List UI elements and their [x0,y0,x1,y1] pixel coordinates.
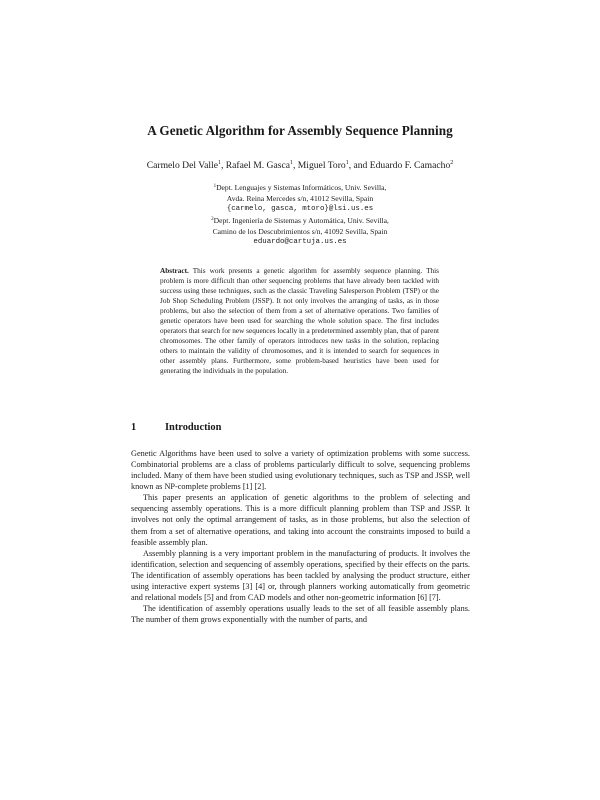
section-heading [131,422,221,433]
paper-title: A Genetic Algorithm for Assembly Sequence Planning [147,123,453,138]
author-affiliation-mark: 1 [289,160,293,166]
affiliation-line [0,214,600,226]
affiliation-1 [0,181,600,215]
author-affiliation-mark: 2 [450,160,454,166]
affiliation-department: Dept. Lenguajes y Sistemas Informáticos, Univ. Sevilla, [216,183,387,192]
abstract-label: Abstract. [160,267,189,275]
section-number: 1 [131,422,137,433]
abstract-text: This work presents a genetic algorithm for assembly sequence planning. This problem is more difficult than other sequencing problems that have already been tackled with success using these techniques, such as the classic Traveling Salesperson Problem (TSP) or the Job Shop Scheduling Problem (JSSP). It not only involves the arranging of tasks, as in those problems, but also the selection of them from a set of alternative operations. Two families of genetic operators have been used for searching the whole solution space. The first includes operators that search for new sequences locally in a predetermined assembly plan, that of parent chromosomes. The other family of operators introduces new tasks in the solution, replacing others to maintain the validity of chromosomes, and it is intended to search for sequences in other assembly plans. Furthermore, some problem-based heuristics have been used for generating the individuals in the population. [160,267,439,376]
affiliation-line [0,181,600,193]
author-affiliation-mark: 1 [345,160,349,166]
paragraph: This paper presents an application of genetic algorithms to the problem of selecting and sequencing assembly operations. This is a more difficult planning problem than TSP and JSSP. It involves not only the optimal arrangement of tasks, as in those problems, but also the selection of them from a set of alternative operations, and taking into account the constraints imposed to build a feasible assembly plan. [131,493,470,547]
author-name: Eduardo F. Camacho [369,160,451,171]
affiliation-mark: 2 [211,217,214,222]
section-title: Introduction [165,422,222,433]
paragraph: The identification of assembly operations usually leads to the set of all feasible assembly plans. The number of them grows exponentially with the number of parts, and [131,604,470,625]
paragraph: Genetic Algorithms have been used to solve a variety of optimization problems with some success. Combinatorial problems are a class of problems particularly difficult to solve, sequencing problems included. Many of them have been studied using evolutionary techniques, such as TSP and JSSP, well known as NP-complete problems [1] [2]. [131,449,470,492]
body-text [131,448,470,625]
affiliation-2 [0,214,600,248]
author-name: Rafael M. Gasca [225,160,290,171]
author-name: Miguel Toro [297,160,346,171]
author-list [0,160,600,171]
affiliation-email: {carmelo, gasca, mtoro}@lsi.us.es [226,205,374,213]
abstract [160,266,439,377]
affiliation-address: Camino de los Descubrimientos s/n, 41092 Sevilla, Spain [212,227,388,236]
author-separator: , [220,160,226,171]
author-name: Carmelo Del Valle [146,160,218,171]
author-separator: , [292,160,298,171]
affiliation-mark: 1 [213,184,217,189]
paragraph: Assembly planning is a very important problem in the manufacturing of products. It involves the identification, selection and sequencing of assembly operations, specified by their effects on the parts. The identification of assembly operations has been tackled by analysing the product structure, either using interactive expert systems [3] [4] or, through planners working automatically from geometric and relational models [5] and from CAD models and other non-geometric information [6] [7]. [131,548,470,603]
affiliation-department: Dept. Ingeniería de Sistemas y Automática, Univ. Sevilla, [213,216,389,225]
author-affiliation-mark: 1 [217,160,221,166]
affiliation-address: Avda. Reina Mercedes s/n, 41012 Sevilla, Spain [226,194,374,203]
author-separator: , and [348,160,370,171]
affiliation-email: eduardo@cartuja.us.es [253,238,347,246]
